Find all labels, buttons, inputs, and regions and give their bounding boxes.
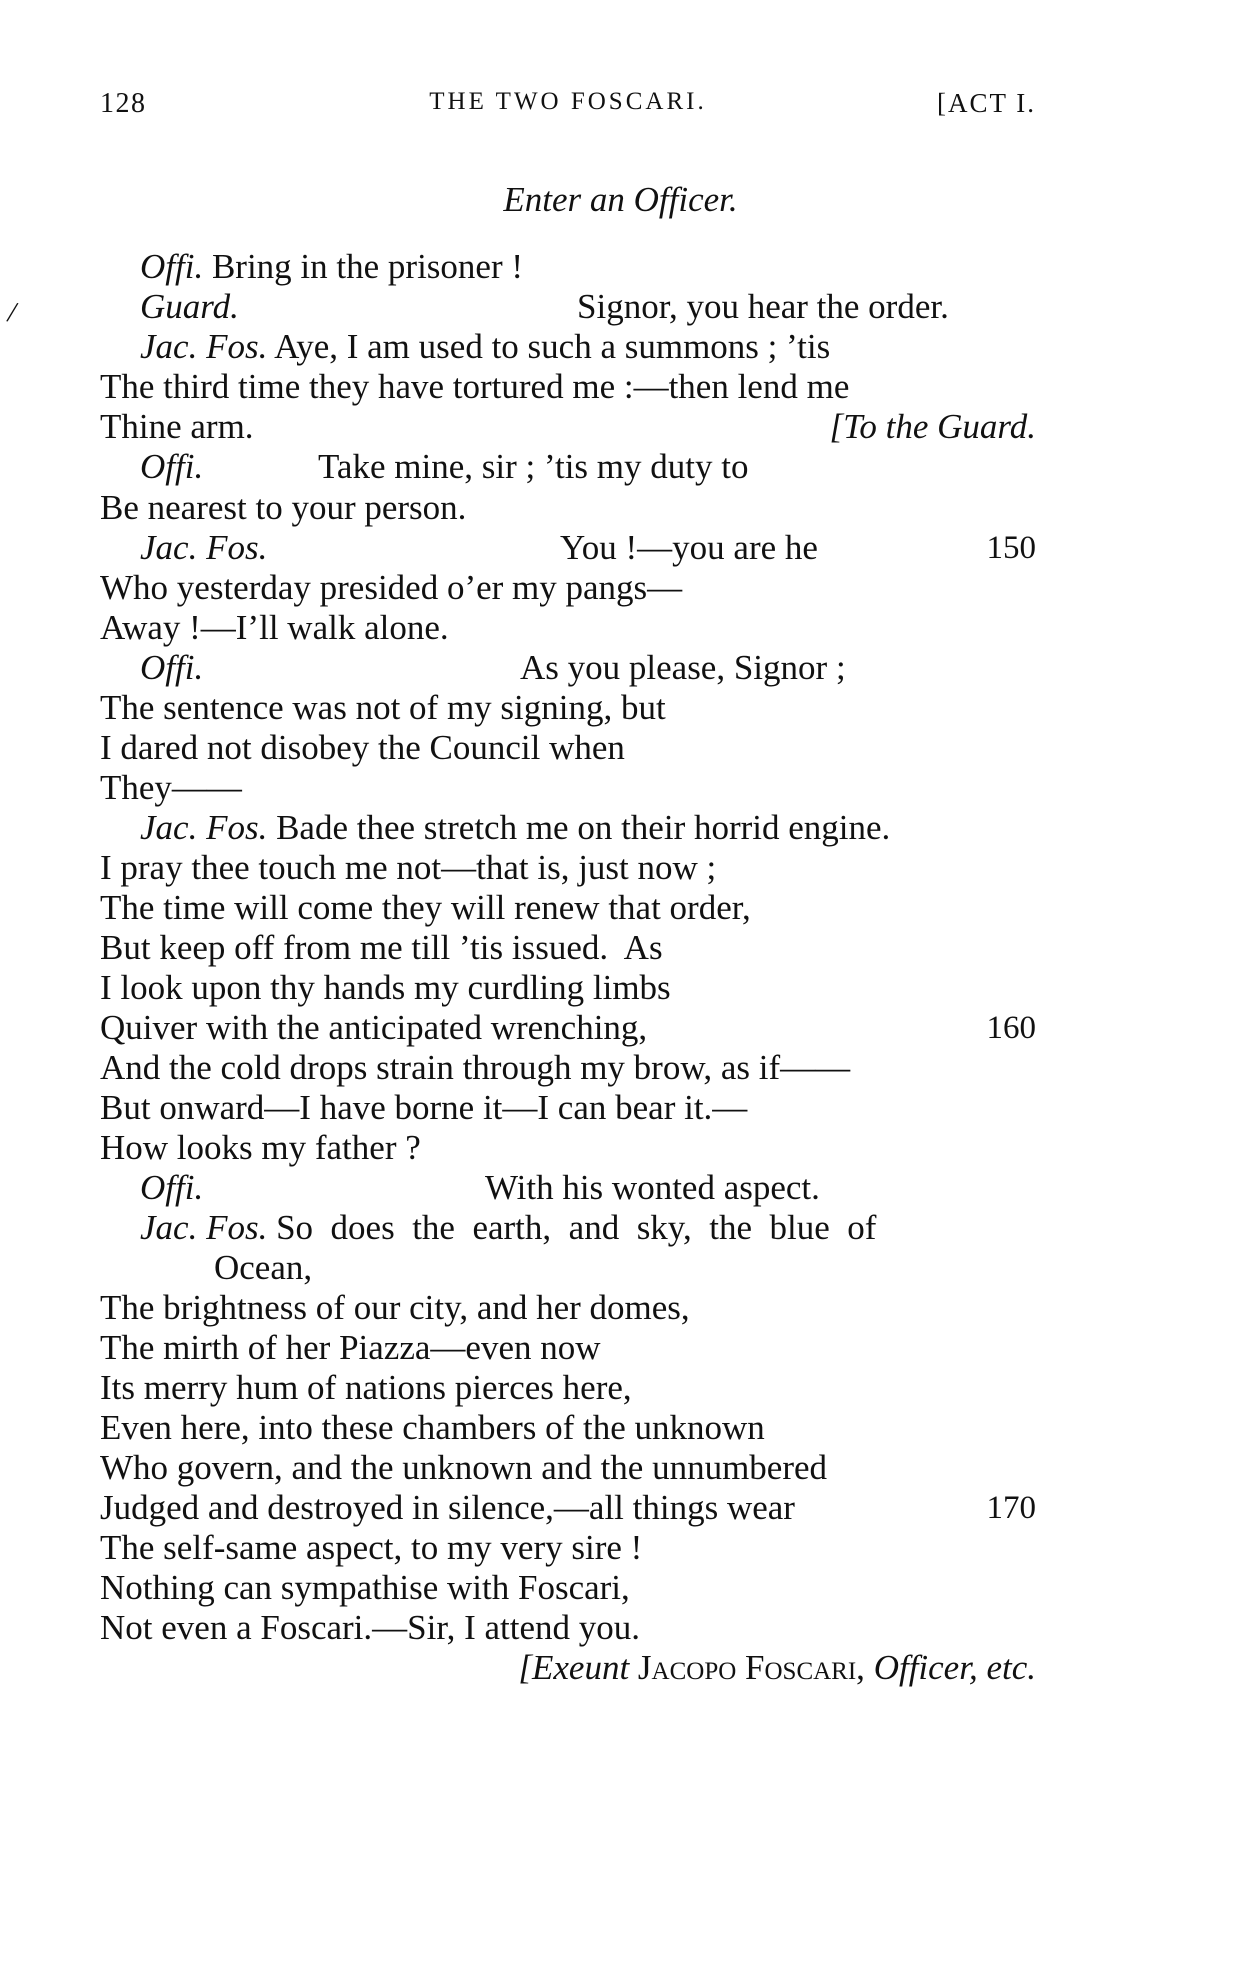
verse-line: Be nearest to your person.	[100, 488, 467, 527]
speaker-name: Jac. Fos.	[140, 808, 268, 847]
verse-line: Nothing can sympathise with Foscari,	[100, 1568, 630, 1607]
verse-line	[140, 447, 203, 487]
verse-line: Who govern, and the unknown and the unnumbered	[100, 1448, 828, 1487]
verse-line: But keep off from me till ’tis issued. As	[100, 928, 663, 967]
verse-line: Offi. Bring in the prisoner !	[140, 247, 524, 286]
page-number: 128	[100, 88, 147, 119]
verse-line: The brightness of our city, and her domes,	[100, 1288, 690, 1327]
verse-line-continuation: Ocean,	[214, 1248, 313, 1287]
verse-line-part: As you please, Signor ;	[520, 648, 846, 687]
verse-line-part: Take mine, sir ; ’tis my duty to	[318, 447, 749, 486]
speaker-name: Jac. Fos.	[140, 1208, 268, 1247]
speaker-name: Jac. Fos.	[140, 327, 268, 366]
verse-line: The sentence was not of my signing, but	[100, 688, 666, 727]
verse-line: The self-same aspect, to my very sire !	[100, 1528, 643, 1567]
verse-line: The mirth of her Piazza—even now	[100, 1328, 601, 1367]
verse-line-part: With his wonted aspect.	[485, 1168, 820, 1207]
verse-line: Quiver with the anticipated wrenching,	[100, 1008, 648, 1047]
verse-line: Jac. Fos. Aye, I am used to such a summons ; ’tis	[140, 327, 831, 366]
verse-line: Jac. Fos. Bade thee stretch me on their horrid engine.	[140, 808, 891, 847]
line-number: 160	[986, 1010, 1036, 1046]
verse-line	[140, 287, 239, 327]
running-title: THE TWO FOSCARI.	[429, 88, 707, 115]
running-header	[100, 88, 1036, 128]
verse-line: How looks my father ?	[100, 1128, 421, 1167]
verse-line: Who yesterday presided o’er my pangs—	[100, 568, 683, 607]
verse-line: The third time they have tortured me :—then lend me	[100, 367, 850, 406]
verse-line	[140, 1168, 203, 1208]
verse-line	[140, 528, 267, 568]
verse-line: Even here, into these chambers of the unknown	[100, 1408, 765, 1447]
speaker-name: Guard.	[140, 287, 239, 326]
speaker-name: Offi.	[140, 648, 204, 687]
verse-line: Its merry hum of nations pierces here,	[100, 1368, 632, 1407]
speaker-name: Jac. Fos.	[140, 528, 268, 567]
line-number: 150	[986, 530, 1036, 566]
verse-line: Jac. Fos. So does the earth, and sky, the blue of	[140, 1208, 877, 1247]
stage-direction: [To the Guard.	[829, 407, 1036, 446]
verse-line: Away !—I’ll walk alone.	[100, 608, 449, 647]
verse-line: Not even a Foscari.—Sir, I attend you.	[100, 1608, 641, 1647]
verse-line: Judged and destroyed in silence,—all things wear	[100, 1488, 795, 1527]
verse-line-part: You !—you are he	[560, 528, 818, 567]
verse-line-part: Signor, you hear the order.	[577, 287, 949, 326]
verse-line: I pray thee touch me not—that is, just now ;	[100, 848, 717, 887]
stage-direction-exit: [Exeunt Jacopo Foscari, Officer, etc.	[518, 1648, 1036, 1687]
verse-line: Thine arm.	[100, 407, 254, 446]
verse-line: I look upon thy hands my curdling limbs	[100, 968, 671, 1007]
speaker-name: Offi.	[140, 247, 204, 286]
verse-line: And the cold drops strain through my brow, as if——	[100, 1048, 851, 1087]
stage-direction-entry: Enter an Officer.	[503, 180, 738, 219]
margin-pencil-mark: /	[4, 295, 20, 330]
verse-line: But onward—I have borne it—I can bear it.—	[100, 1088, 748, 1127]
speaker-name: Offi.	[140, 447, 204, 486]
verse-line: The time will come they will renew that order,	[100, 888, 751, 927]
verse-line	[140, 648, 203, 688]
verse-line: I dared not disobey the Council when	[100, 728, 625, 767]
act-label: [ACT I.	[937, 88, 1036, 118]
verse-line: They——	[100, 768, 242, 807]
line-number: 170	[986, 1490, 1036, 1526]
speaker-name: Offi.	[140, 1168, 204, 1207]
